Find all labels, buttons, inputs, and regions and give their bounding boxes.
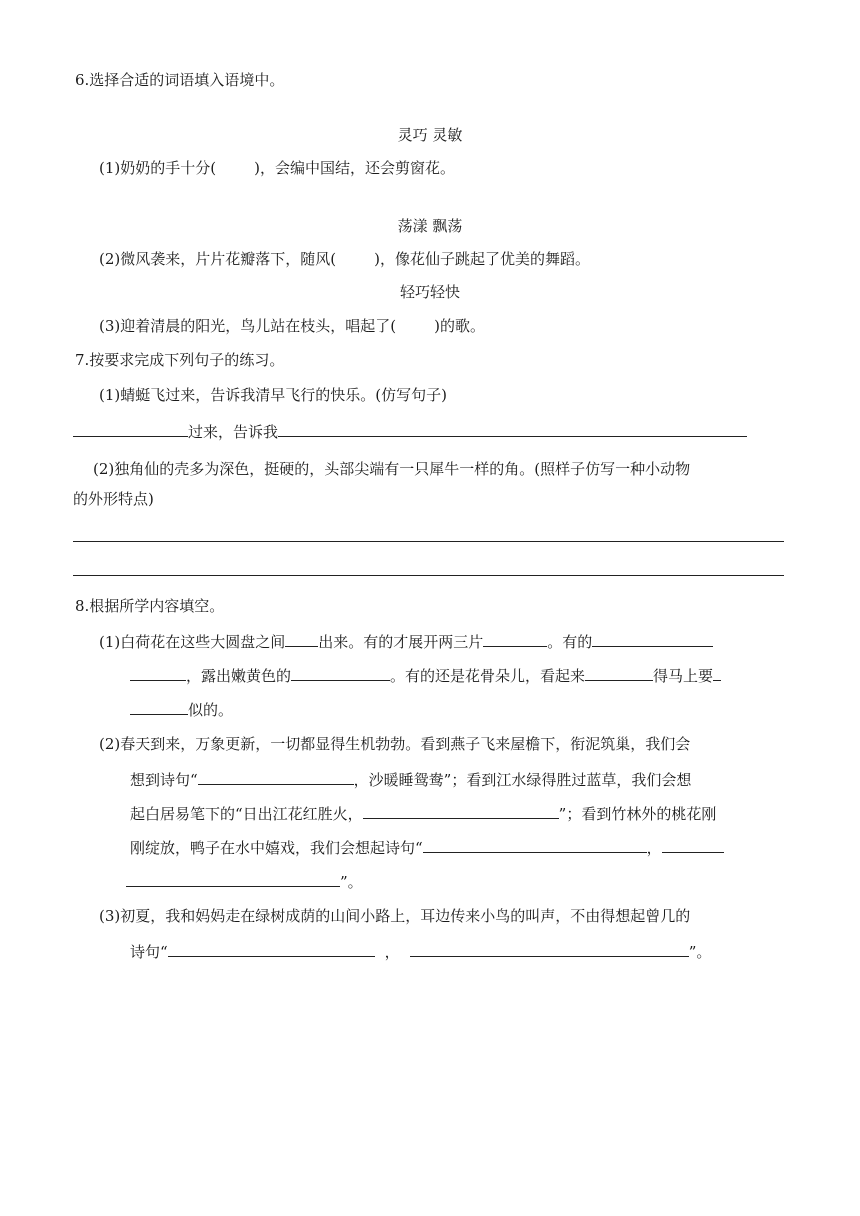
q8-p3-line2: [130, 940, 711, 962]
q7-s1-blank-rest[interactable]: [278, 420, 747, 437]
q8-p1-line3: [130, 698, 233, 720]
q8-p3-line1: (3)初夏，我和妈妈走在绿树成荫的山间小路上，耳边传来小鸟的叫声，不由得想起曾几的: [99, 907, 691, 925]
q6-s2-suffix: )，像花仙子跳起了优美的舞蹈。: [374, 250, 590, 268]
q8-p1-blank-3b[interactable]: [130, 664, 186, 681]
q7-sentence-2-line1: (2)独角仙的壳多为深色，挺硬的，头部尖端有一只犀牛一样的角。(照样子仿写一种小动物: [93, 460, 691, 478]
q7-sentence-2-line2: 的外形特点): [73, 490, 154, 508]
q8-p3-text-d: ”。: [688, 943, 712, 961]
q7-s1-answer-line: [73, 420, 747, 442]
q8-p2-text-h: ”。: [340, 873, 363, 891]
q8-p1-blank-3[interactable]: [592, 630, 713, 647]
q8-p2-line2: [130, 768, 691, 790]
q6-word-choices-3: 轻巧轻快: [399, 283, 460, 301]
q8-p3-text-b: 诗句“: [130, 943, 168, 961]
q8-p1-blank-1[interactable]: [285, 630, 318, 647]
q6-s1-prefix: (1)奶奶的手十分(: [99, 159, 217, 177]
q8-p2-text-c: ，沙暖睡鸳鸯”；看到江水绿得胜过蓝草，我们会想: [353, 771, 692, 789]
q6-sentence-2: [99, 249, 590, 269]
q6-s1-suffix: )，会编中国结，还会剪窗花。: [254, 159, 455, 177]
q8-p3-blank-2[interactable]: [410, 940, 689, 957]
q6-s2-prefix: (2)微风袭来，片片花瓣落下，随风(: [99, 250, 337, 268]
q6-s3-suffix: )的歌。: [434, 317, 485, 335]
q8-p2-line5: [126, 870, 363, 892]
q8-p2-blank-3[interactable]: [423, 836, 647, 853]
q8-p2-blank-1[interactable]: [198, 768, 354, 785]
q7-s2-answer-line-1[interactable]: [73, 541, 784, 542]
q7-s2-answer-line-2[interactable]: [73, 575, 784, 576]
q6-sentence-3: [99, 316, 485, 336]
q8-p2-line1: (2)春天到来，万象更新，一切都显得生机勃勃。看到燕子飞来屋檐下，衔泥筑巢，我们会: [99, 735, 691, 753]
q8-p1-text-a: (1)白荷花在这些大圆盘之间: [99, 633, 286, 651]
q8-p2-text-g: ，: [646, 839, 662, 857]
q8-p3-blank-1[interactable]: [168, 940, 375, 957]
q7-s1-blank-subject[interactable]: [73, 420, 188, 437]
q6-word-choices-1: 灵巧 灵敏: [397, 126, 463, 144]
q8-p2-blank-2[interactable]: [363, 802, 559, 819]
q8-p1-text-f: 得马上要: [653, 667, 714, 685]
q8-p1-blank-6b[interactable]: [130, 698, 188, 715]
q8-p2-line3: [130, 802, 716, 824]
q8-p1-text-c: 。有的: [547, 633, 593, 651]
q6-sentence-1: [99, 158, 455, 178]
q8-p2-text-b: 想到诗句“: [130, 771, 198, 789]
q8-title: 8.根据所学内容填空。: [75, 597, 225, 615]
q8-p2-blank-4[interactable]: [662, 836, 724, 853]
q7-s1-middle: 过来，告诉我: [188, 423, 279, 441]
q6-title: 6.选择合适的词语填入语境中。: [75, 71, 285, 89]
q8-p2-blank-4b[interactable]: [126, 870, 340, 887]
q8-p2-text-d: 起白居易笔下的“日出江花红胜火，: [130, 805, 363, 823]
q8-p1-line2: [130, 664, 721, 686]
q8-p1-blank-5[interactable]: [585, 664, 653, 681]
q6-s3-prefix: (3)迎着清晨的阳光，鸟儿站在枝头，唱起了(: [99, 317, 397, 335]
q8-p1-blank-2[interactable]: [483, 630, 547, 647]
q8-p1-text-b: 出来。有的才展开两三片: [318, 633, 484, 651]
q8-p2-text-f: 刚绽放，鸭子在水中嬉戏，我们会想起诗句“: [130, 839, 423, 857]
q8-p2-line4: [130, 836, 724, 858]
q8-p1-text-e: 。有的还是花骨朵儿，看起来: [390, 667, 586, 685]
q8-p1-line1: [99, 630, 713, 652]
q8-p3-text-c: ，: [384, 943, 400, 961]
q8-p1-blank-4[interactable]: [291, 664, 390, 681]
q8-p1-blank-6[interactable]: [713, 664, 721, 681]
q8-p2-text-e: ”；看到竹林外的桃花刚: [558, 805, 717, 823]
q7-sentence-1: (1)蜻蜓飞过来，告诉我清早飞行的快乐。(仿写句子): [99, 386, 447, 404]
q8-p1-text-g: 似的。: [188, 701, 234, 719]
q8-p1-text-d: ，露出嫩黄色的: [186, 667, 292, 685]
q6-word-choices-2: 荡漾 飘荡: [397, 217, 463, 235]
q7-title: 7.按要求完成下列句子的练习。: [75, 351, 285, 369]
